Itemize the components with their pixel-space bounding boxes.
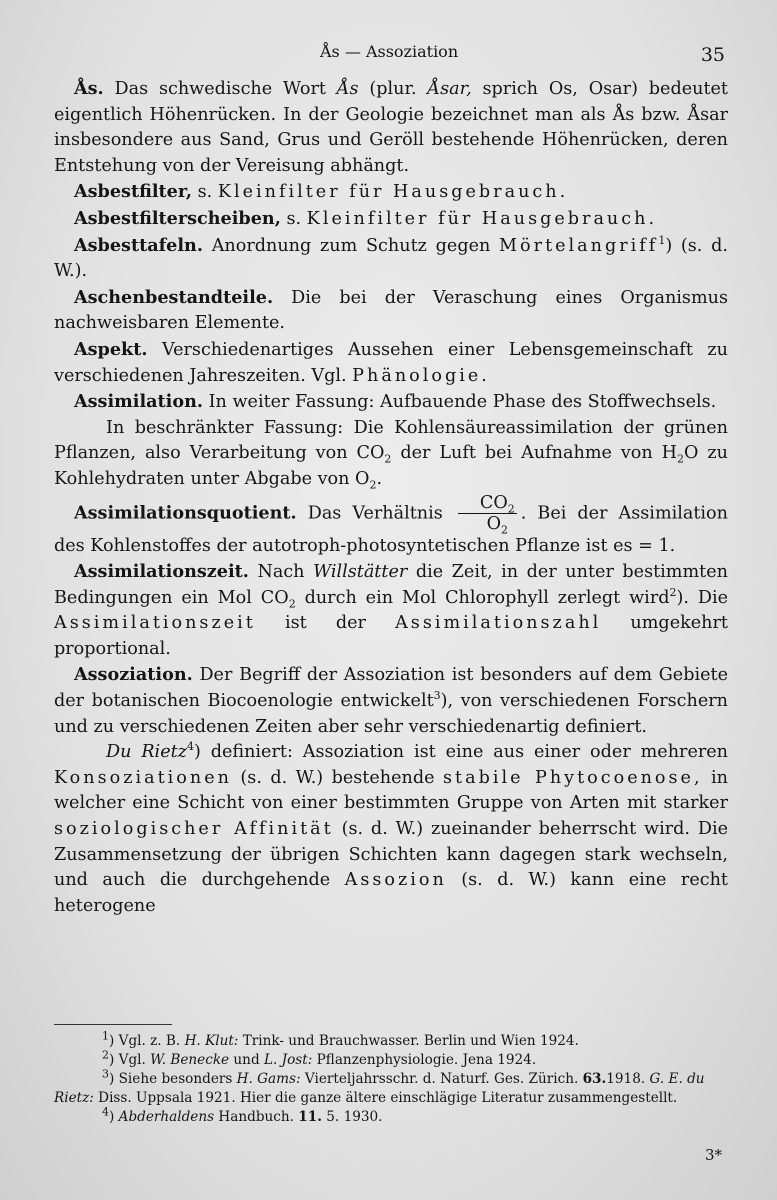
footnote-divider [54,1024,172,1025]
entry-aspekt: Aspekt. Verschiedenartiges Aussehen einer Lebensgemeinschaft zu verschiedenen Jahreszeiten. Vgl. Phänologie. [54,338,728,386]
entry-term: Asbestfilter, [74,181,192,203]
entry-asbesttafeln: Asbesttafeln. Anordnung zum Schutz gegen Mörtelangriff$^1$) (s. d. W.). [54,233,728,282]
cross-reference: Mörtelangriff [499,235,659,256]
footnote-3: $^3$) Siehe besonders H. Gams: Vierteljahrsschr. d. Naturf. Ges. Zürich. 63.1918. G. E. du Rietz: Diss. Uppsala 1921. Hier die ganze ältere einschlägige Literatur zusammengestellt. [54,1067,705,1106]
footnotes [54,1029,728,1127]
entry-assimilationszeit: Assimilationszeit. Nach Willstätter die Zeit, in der unter bestimmten Bedingungen ein Mol $CO_2$ durch ein Mol Chlorophyll zerlegt wird$^2$). Die Assimilationszeit ist der Assimilationszahl umgekehrt proportional. [54,561,728,659]
entry-term: Assoziation. [74,664,193,686]
entry-assimilation: Assimilation. In weiter Fassung: Aufbauende Phase des Stoffwechsels. [74,391,717,413]
entry-assoziation-definition: Du Rietz$^4$) definiert: Assoziation ist eine aus einer oder mehreren Konsoziationen (s. d. W.) bestehende stabile Phytocoenose, in welcher eine Schicht von einer bestimmten Gruppe von Arten mit starker soziologischer Affinität (s. d. W.) zueinander beherrscht wird. Die Zusammensetzung der übrigen Schichten kann dagegen stark wechseln, und auch die durchgehende Assozion (s. d. W.) kann eine recht heterogene [54,740,729,916]
footnote-mark: 3 [433,689,441,703]
entry-term: Asbestfilterscheiben, [74,207,281,229]
author-name: Du Rietz [106,742,187,763]
fraction [458,492,517,537]
entry-term: Assimilation. [74,391,203,413]
cross-reference: Kleinfilter für Hausgebrauch. [306,208,658,229]
entry-assimilationsquotient: Assimilationsquotient. Das Verhältnis $\frac{CO_2}{O_2}$ . Bei der Assimilation des Kohlenstoffes der autotroph-photosyntetischen Pflanze ist es = 1. [54,492,728,556]
footnote-mark: 1 [658,233,666,247]
entry-assoziation: Assoziation. Der Begriff der Assoziation ist besonders auf dem Gebiete der botanischen Biocoenologie entwickelt$^3$), von verschiedenen Forschern und zu verschiedenen Zeiten aber sehr verschiedenartig definiert. [54,664,728,737]
entry-term: Asbesttafeln. [74,234,203,256]
entry-term: Aspekt. [74,338,148,360]
entry-as: Ås. Das schwedische Wort Ås (plur. Åsar, sprich Os, Osar) bedeutet eigentlich Höhenrücken. In der Geologie bezeichnet man als Ås bzw. Åsar insbesondere aus Sand, Grus und Geröll bestehende Höhenrücken, deren Entstehung von der Vereisung abhängt. [54,78,728,176]
fraction-numerator: $CO_2$ [458,493,517,514]
entry-term: Aschenbestandteile. [74,286,274,308]
entry-term: Assimilationsquotient. [74,502,297,523]
footnote-1: $^1$) Vgl. z. B. H. Klut: Trink- und Brauchwasser. Berlin und Wien 1924. [102,1029,579,1049]
entry-term: Ås. [74,78,104,99]
entry-term: Assimilationszeit. [74,561,249,583]
entry-asbestfilter: Asbestfilter, s. Kleinfilter für Hausgebrauch. [74,181,569,203]
cross-reference: Kleinfilter für Hausgebrauch. [217,182,569,203]
entry-aschenbestandteile: Aschenbestandteile. Die bei der Veraschung eines Organismus nachweisbaren Elemente. [54,286,728,334]
footnote-4: $^4$) Abderhaldens Handbuch. 11. 5. 1930. [102,1105,383,1125]
cross-reference: Phänologie. [352,365,490,386]
author-name: Willstätter [313,562,408,583]
dictionary-body [54,76,728,919]
footnote-2: $^2$) Vgl. W. Benecke und L. Jost: Pflanzenphysiologie. Jena 1924. [102,1048,537,1068]
signature-mark: 3* [704,1146,722,1164]
running-title: Ås — Assoziation [320,42,459,61]
fraction-denominator: $O_2$ [486,513,509,537]
page-number: 35 [700,44,725,66]
footnote-mark: 4 [186,740,194,754]
entry-assimilation-narrow: In beschränkter Fassung: Die Kohlensäureassimilation der grünen Pflanzen, also Verarbeitung von $CO_2$ der Luft bei Aufnahme von $H_2O$ zu Kohlehydraten unter Abgabe von $O_2$. [54,417,728,492]
footnote-mark: 2 [669,585,677,599]
entry-asbestfilterscheiben: Asbestfilterscheiben, s. Kleinfilter für Hausgebrauch. [74,207,658,229]
page-header [0,38,777,64]
